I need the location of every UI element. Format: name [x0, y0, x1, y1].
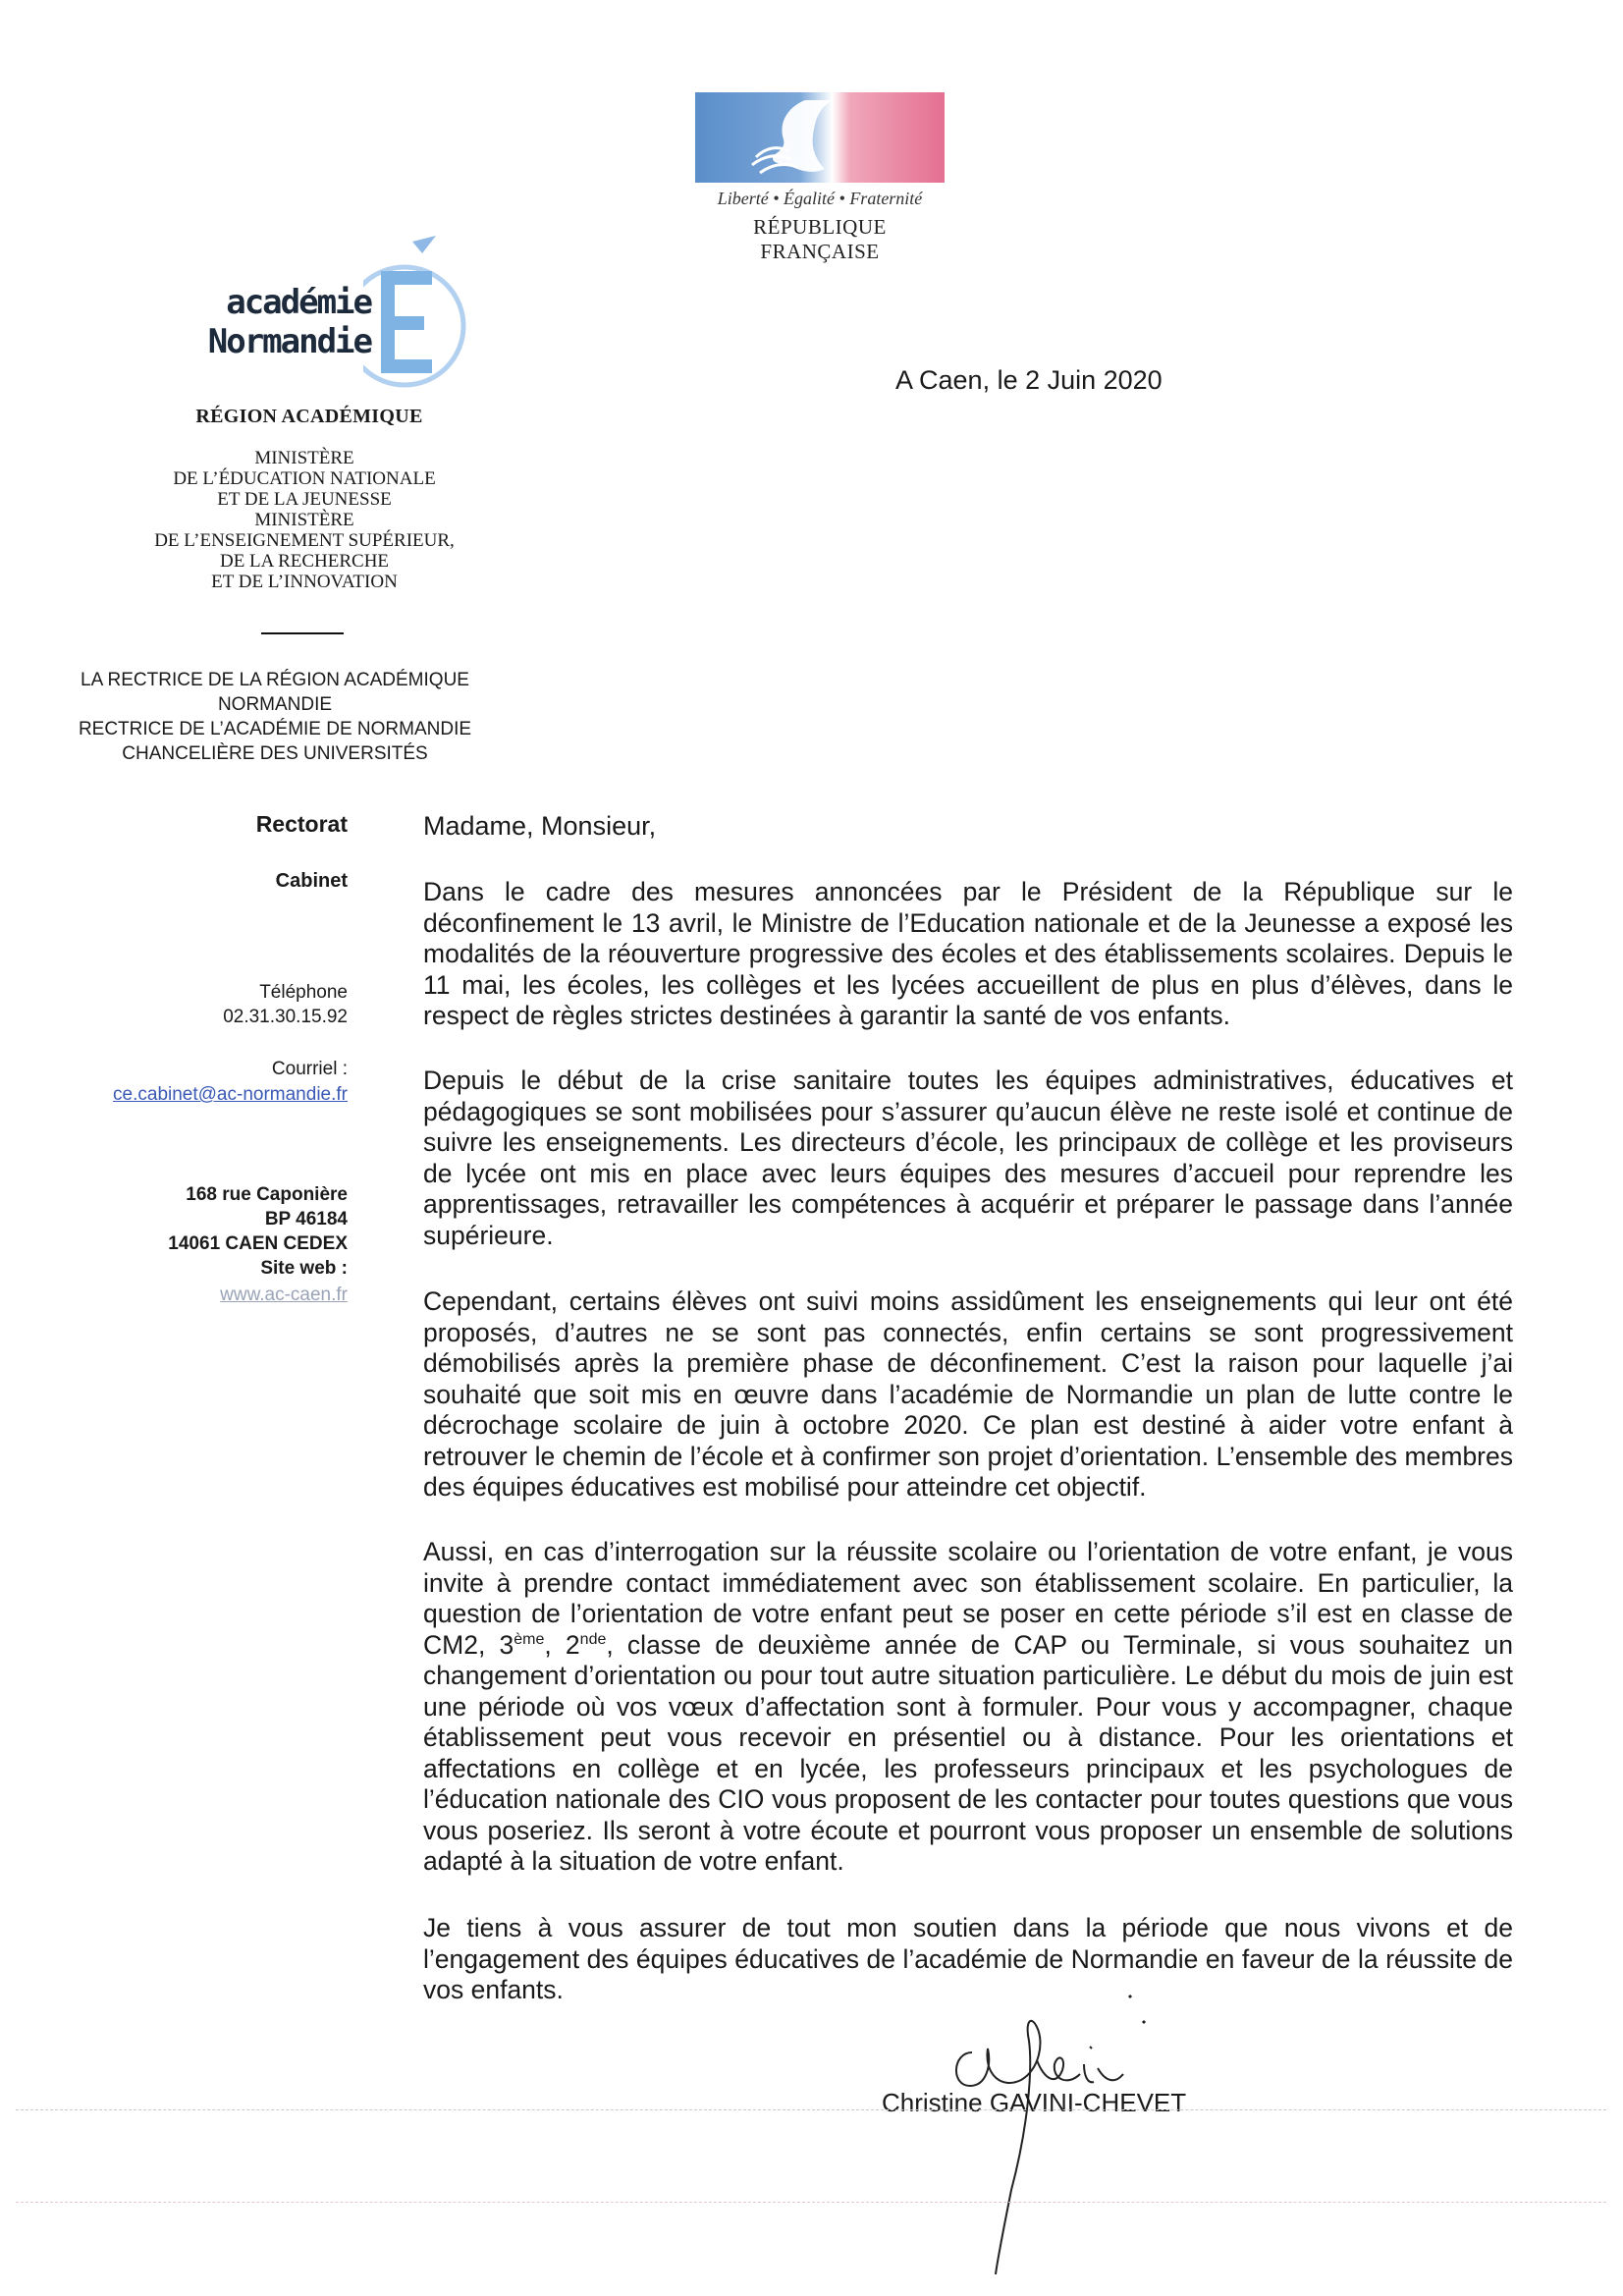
p4-part-b: , 2 [544, 1629, 580, 1660]
sidebar-rectorat: Rectorat [255, 811, 348, 837]
letter-paragraph-1: Dans le cadre des mesures annoncées par le Président de la République sur le déconfinement le 13 avril, le Ministre de l’Education nationale et de la Jeunesse a exposé les modalités de la réouverture progressive des écoles et des établissements scolaires. Depuis le 11 mai, les écoles, les collèges et les lycées accueillent de plus en plus d’élèves, dans le respect de règles strictes destinées à garantir la santé de vos enfants. [423, 877, 1513, 1030]
logo-word-normandie: Normandie [207, 322, 371, 361]
marianne-flag-icon [695, 92, 945, 183]
letter-paragraph-4 [423, 1537, 1513, 1878]
sidebar-cabinet: Cabinet [275, 870, 348, 892]
p4-part-a: Aussi, en cas d’interrogation sur la réussite scolaire ou l’orientation de votre enfant, je vous invite à prendre contact immédiatement avec son établissement scolaire. En particulier, la question de l’orientation de votre enfant peut se poser en cette période s’il est en classe de CM2, 3 [423, 1537, 1513, 1660]
ministere-line: ET DE L’INNOVATION [211, 572, 398, 592]
motto-separator: • [839, 189, 845, 208]
ministere-line: MINISTÈRE [254, 510, 354, 530]
sidebar-courriel-label: Courriel : [271, 1059, 348, 1079]
sidebar-address-line1: 168 rue Caponière [186, 1184, 348, 1205]
divider [16, 2109, 1606, 2110]
academie-e-icon [363, 236, 471, 393]
academie-logo [207, 236, 471, 393]
divider [16, 2202, 1606, 2203]
ministere-line: DE L’ENSEIGNEMENT SUPÉRIEUR, [154, 530, 455, 551]
sidebar-telephone-label: Téléphone [259, 982, 348, 1003]
rectrice-line: NORMANDIE [217, 694, 333, 715]
separator [261, 632, 344, 634]
motto-egalite: Égalité [784, 189, 835, 208]
letter-paragraph-3: Cependant, certains élèves ont suivi moins assidûment les enseignements qui leur ont été proposés, d’autres ne se sont pas connectés, enfin certains se sont progressivement démobilisés après la première phase de déconfinement. C’est la raison pour laquelle j’ai souhaité que soit mis en œuvre dans l’académie de Normandie un plan de lutte contre le décrochage scolaire de juin à octobre 2020. Ce plan est destiné à aider votre enfant à retrouver le chemin de l’école et à confirmer son projet d’orientation. L’ensemble des membres des équipes éducatives est mobilisé pour atteindre cet objectif. [423, 1286, 1513, 1502]
signer-name: Christine GAVINI-CHEVET [882, 2088, 1187, 2117]
p4-part-c: , classe de deuxième année de CAP ou Terminale, si vous souhaitez un changement d’orientation ou pour tout autre situation particulière. Le début du mois de juin est une période où vos vœux d’affectation sont à formuler. Pour vous y accompagner, chaque établissement peut vous recevoir en présentiel ou à distance. Pour les orientations et affectations en collège et en lycée, les professeurs principaux et les psychologues de l’éducation nationale des CIO vous proposent de les contacter pour toutes questions que vous vous poseriez. Ils seront à votre écoute et pourront vous proposer un ensemble de solutions adapté à la situation de votre enfant. [423, 1629, 1513, 1876]
handwritten-signature [943, 1984, 1178, 2278]
ministere-line: DE LA RECHERCHE [219, 551, 390, 572]
sidebar-site-label: Site web : [260, 1258, 348, 1279]
p4-superscript-eme: ème [514, 1630, 545, 1648]
sidebar-site-link[interactable]: www.ac-caen.fr [220, 1285, 348, 1305]
sidebar-courriel-link[interactable]: ce.cabinet@ac-normandie.fr [113, 1084, 348, 1105]
rectrice-line: LA RECTRICE DE LA RÉGION ACADÉMIQUE [81, 670, 469, 690]
motto-fraternite: Fraternité [849, 189, 923, 208]
republique-francaise: RÉPUBLIQUE FRANÇAISE [753, 215, 887, 263]
rectrice-block [59, 668, 491, 766]
sidebar-address-line3: 14061 CAEN CEDEX [168, 1233, 348, 1254]
motto-separator: • [773, 189, 780, 208]
p4-superscript-nde: nde [579, 1630, 607, 1648]
logo-word-academie: académie [226, 283, 371, 322]
ministeres-block [137, 448, 471, 592]
ministere-line: DE L’ÉDUCATION NATIONALE [173, 468, 436, 489]
letter-paragraph-2: Depuis le début de la crise sanitaire toutes les équipes administratives, éducatives et pédagogiques se sont mobilisées pour s’assurer qu’aucun élève ne reste isolé et continue de suivre les enseignements. Les directeurs d’école, les principaux de collège et les proviseurs de lycée ont mis en place avec leurs équipes des mesures d’accueil pour reprendre les apprentissages, retravailler les compétences à acquérir et préparer le passage dans l’année supérieure. [423, 1066, 1513, 1250]
letter-salutation: Madame, Monsieur, [423, 811, 657, 841]
republic-motto [695, 189, 945, 209]
ministere-line: ET DE LA JEUNESSE [217, 489, 392, 510]
letter-paragraph-5: Je tiens à vous assurer de tout mon soutien dans la période que nous vivons et de l’engagement des équipes éducatives de l’académie de Normandie en faveur de la réussite de vos enfants. [423, 1913, 1513, 2004]
letter-date: A Caen, le 2 Juin 2020 [895, 365, 1163, 395]
sidebar-telephone: 02.31.30.15.92 [223, 1007, 348, 1027]
sidebar-address-line2: BP 46184 [264, 1209, 348, 1230]
marianne-logo [695, 92, 945, 263]
region-academique: RÉGION ACADÉMIQUE [195, 406, 423, 427]
motto-liberte: Liberté [717, 189, 769, 208]
rectrice-line: CHANCELIÈRE DES UNIVERSITÉS [122, 743, 428, 764]
ministere-line: MINISTÈRE [254, 448, 354, 468]
rectrice-line: RECTRICE DE L’ACADÉMIE DE NORMANDIE [78, 719, 472, 739]
